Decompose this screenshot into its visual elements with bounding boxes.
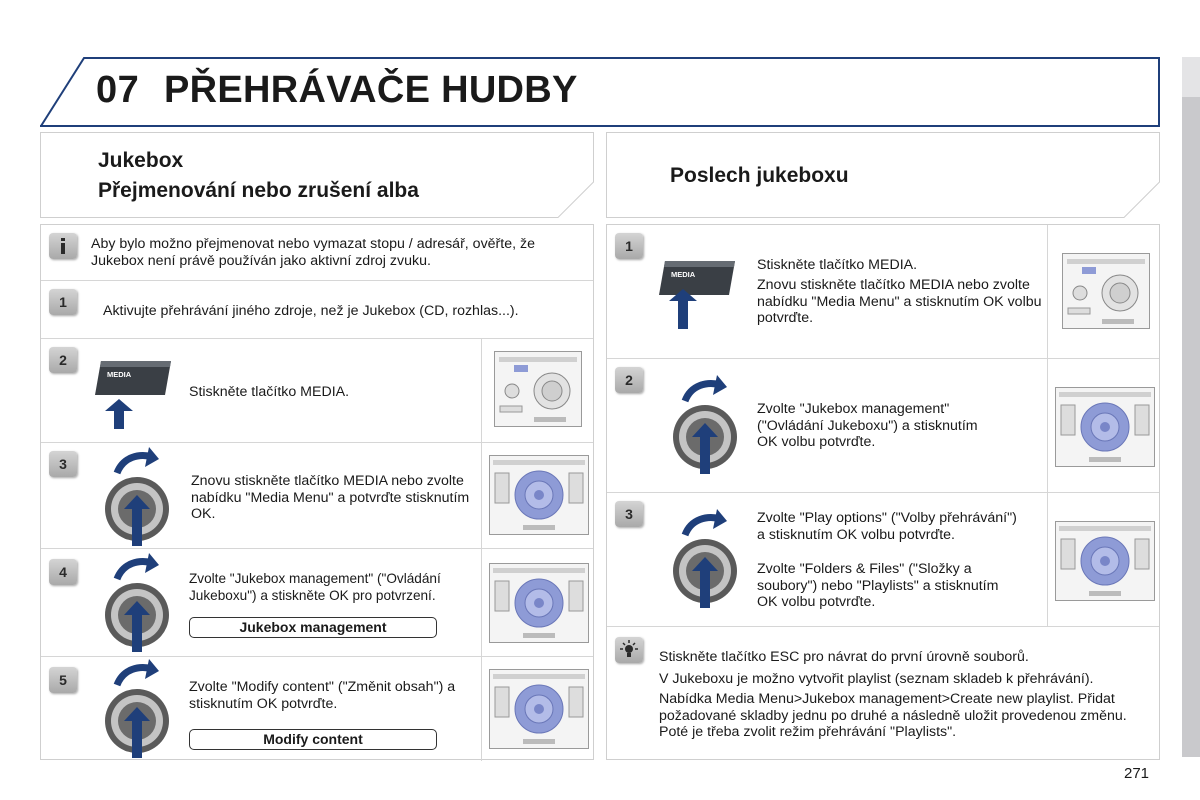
radio-panel-icon	[1055, 521, 1155, 601]
step-text-2: Zvolte "Folders & Files" ("Složky a soubory") nebo "Playlists" a stisknutím OK volbu potvrďte.	[757, 561, 999, 610]
radio-panel-icon	[489, 455, 589, 535]
menu-option-jukebox-management: Jukebox management	[189, 617, 437, 638]
radio-panel-thumb	[481, 549, 595, 656]
info-icon	[49, 233, 77, 259]
media-button-label: MEDIA	[671, 270, 696, 279]
step-number-badge: 3	[49, 451, 77, 477]
tip-text-2: V Jukeboxu je možno vytvořit playlist (seznam skladeb k přehrávání).	[659, 671, 1094, 687]
step-number-badge: 1	[615, 233, 643, 259]
radio-panel-thumb	[1047, 493, 1161, 626]
step-text: Zvolte "Modify content" ("Změnit obsah") a stisknutím OK potvrďte.	[189, 679, 456, 712]
left-step-5	[41, 657, 593, 761]
left-steps-panel	[40, 224, 594, 760]
step-text: Aktivujte přehrávání jiného zdroje, než je Jukebox (CD, rozhlas...).	[103, 303, 519, 319]
left-step-2	[41, 339, 593, 443]
rotary-knob-icon	[671, 375, 747, 475]
left-title-line2: Přejmenování nebo zrušení alba	[98, 179, 419, 202]
left-step-3	[41, 443, 593, 549]
left-section-header	[40, 132, 594, 218]
right-step-1	[607, 225, 1159, 359]
radio-panel-icon	[1062, 253, 1150, 329]
rotary-knob-icon	[671, 509, 747, 609]
right-step-2	[607, 359, 1159, 493]
right-section-header	[606, 132, 1160, 218]
radio-panel-thumb	[1047, 225, 1161, 358]
chapter-title: PŘEHRÁVAČE HUDBY	[164, 69, 578, 111]
left-step-1	[41, 281, 593, 339]
lightbulb-icon	[615, 637, 643, 663]
tip-text-1: Stiskněte tlačítko ESC pro návrat do první úrovně souborů.	[659, 649, 1029, 665]
media-button-icon	[659, 259, 739, 331]
chapter-header	[40, 57, 1160, 127]
left-title-line1: Jukebox	[98, 149, 184, 172]
rotary-knob-icon	[103, 553, 179, 653]
radio-panel-thumb	[481, 657, 595, 761]
radio-panel-icon	[494, 351, 582, 427]
rotary-knob-icon	[103, 659, 179, 759]
radio-panel-thumb	[481, 443, 595, 548]
step-number-badge: 2	[49, 347, 77, 373]
step-text: Zvolte "Jukebox management" ("Ovládání Jukeboxu") a stiskněte OK pro potvrzení.	[189, 571, 441, 603]
rotary-knob-icon	[103, 447, 179, 547]
page-number: 271	[1124, 765, 1150, 782]
step-text-1: Zvolte "Play options" ("Volby přehrávání") a stisknutím OK volbu potvrďte.	[757, 510, 1017, 543]
info-row	[41, 225, 593, 281]
menu-option-modify-content: Modify content	[189, 729, 437, 750]
chapter-number: 07	[96, 69, 140, 111]
chapter-side-tab	[1182, 57, 1200, 757]
left-step-4	[41, 549, 593, 657]
right-title: Poslech jukeboxu	[670, 164, 849, 187]
media-button-icon	[95, 359, 175, 431]
step-number-badge: 2	[615, 367, 643, 393]
step-text: Znovu stiskněte tlačítko MEDIA nebo zvolte nabídku "Media Menu" a potvrďte stisknutím OK.	[191, 473, 470, 522]
step-number-badge: 5	[49, 667, 77, 693]
radio-panel-icon	[489, 669, 589, 749]
radio-panel-thumb	[1047, 359, 1161, 492]
step-text: Zvolte "Jukebox management" ("Ovládání Jukeboxu") a stisknutím OK volbu potvrďte.	[757, 401, 978, 450]
step-text: Stiskněte tlačítko MEDIA.	[189, 384, 350, 400]
step-text-1: Stiskněte tlačítko MEDIA.	[757, 257, 918, 273]
right-step-3	[607, 493, 1159, 627]
step-number-badge: 3	[615, 501, 643, 527]
media-button-label: MEDIA	[107, 370, 132, 379]
info-text: Aby bylo možno přejmenovat nebo vymazat stopu / adresář, ověřte, že Jukebox není právě používán jako aktivní zdroj zvuku.	[91, 236, 535, 269]
radio-panel-icon	[489, 563, 589, 643]
tip-row	[607, 627, 1159, 761]
step-number-badge: 4	[49, 559, 77, 585]
tip-text-3: Nabídka Media Menu>Jukebox management>Create new playlist. Přidat požadované skladby jednu po druhé a následně uložit provedenou změnu. Poté je třeba zvolit režim přehrávání "Playlists".	[659, 691, 1127, 740]
right-steps-panel	[606, 224, 1160, 760]
step-number-badge: 1	[49, 289, 77, 315]
step-text-2: Znovu stiskněte tlačítko MEDIA nebo zvolte nabídku "Media Menu" a stisknutím OK volbu potvrďte.	[757, 277, 1042, 326]
radio-panel-icon	[1055, 387, 1155, 467]
radio-panel-thumb	[481, 339, 595, 442]
